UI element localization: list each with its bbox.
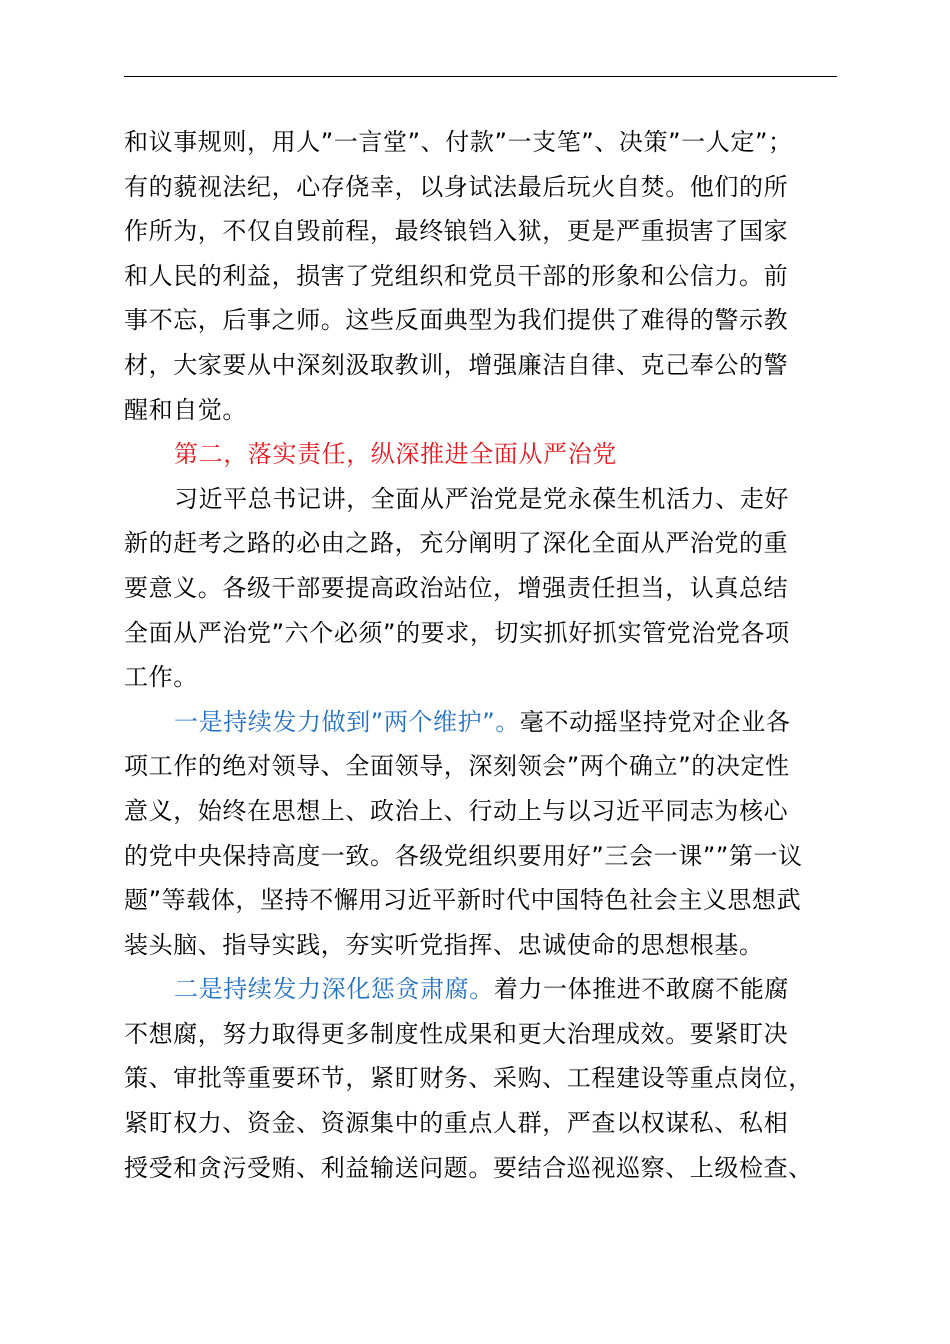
- paragraph-line: 紧盯权力、资金、资源集中的重点人群，严查以权谋私、私相: [124, 1109, 789, 1138]
- paragraph-text: 毫不动摇坚持党对企业各: [519, 707, 791, 736]
- paragraph-line: 不想腐，努力取得更多制度性成果和更大治理成效。要紧盯决: [124, 1019, 789, 1048]
- paragraph-line: 项工作的绝对领导、全面领导，深刻领会”两个确立”的决定性: [124, 752, 790, 781]
- paragraph-line: 全面从严治党”六个必须”的要求，切实抓好抓实管党治党各项: [124, 618, 790, 647]
- paragraph-line: 工作。: [124, 663, 198, 692]
- paragraph-line: 的党中央保持高度一致。各级党组织要用好”三会一课””第一议: [124, 841, 803, 870]
- document-body: [124, 120, 864, 1190]
- paragraph-line: [124, 967, 864, 1012]
- paragraph-line: 装头脑、指导实践，夯实听党指挥、忠诚使命的思想根基。: [124, 930, 764, 959]
- paragraph-line: 策、审批等重要环节，紧盯财务、采购、工程建设等重点岗位，: [124, 1064, 813, 1093]
- paragraph-line: 事不忘，后事之师。这些反面典型为我们提供了难得的警示教: [124, 306, 789, 335]
- paragraph-line: 和议事规则，用人”一言堂”、付款”一支笔”、决策”一人定”；: [124, 128, 793, 156]
- paragraph-line: 材，大家要从中深刻汲取教训，增强廉洁自律、克己奉公的警: [124, 350, 789, 379]
- subheading-lead: 二是持续发力深化惩贪肃腐。: [174, 975, 494, 1004]
- paragraph-line: 醒和自觉。: [124, 395, 247, 424]
- paragraph-line: 习近平总书记讲，全面从严治党是党永葆生机活力、走好: [174, 484, 789, 513]
- paragraph-line: 有的藐视法纪，心存侥幸，以身试法最后玩火自焚。他们的所: [124, 172, 789, 201]
- paragraph-line: 意义，始终在思想上、政治上、行动上与以习近平同志为核心: [124, 796, 789, 825]
- paragraph-text: 着力一体推进不敢腐不能腐: [493, 975, 790, 1004]
- paragraph-line: 题”等载体，坚持不懈用习近平新时代中国特色社会主义思想武: [124, 886, 802, 915]
- paragraph-line: 新的赶考之路的必由之路，充分阐明了深化全面从严治党的重: [124, 529, 789, 558]
- header-rule: [124, 76, 837, 77]
- section-heading: 第二，落实责任，纵深推进全面从严治党: [174, 440, 617, 469]
- paragraph-line: 作所为，不仅自毁前程，最终锒铛入狱，更是严重损害了国家: [124, 217, 789, 246]
- subheading-lead: 一是持续发力做到”两个维护”。: [174, 707, 520, 736]
- paragraph-line: 和人民的利益，损害了党组织和党员干部的形象和公信力。前: [124, 261, 789, 290]
- paragraph-line: [124, 700, 864, 745]
- paragraph-line: 授受和贪污受贿、利益输送问题。要结合巡视巡察、上级检查、: [124, 1153, 813, 1182]
- paragraph-line: 要意义。各级干部要提高政治站位，增强责任担当，认真总结: [124, 573, 789, 602]
